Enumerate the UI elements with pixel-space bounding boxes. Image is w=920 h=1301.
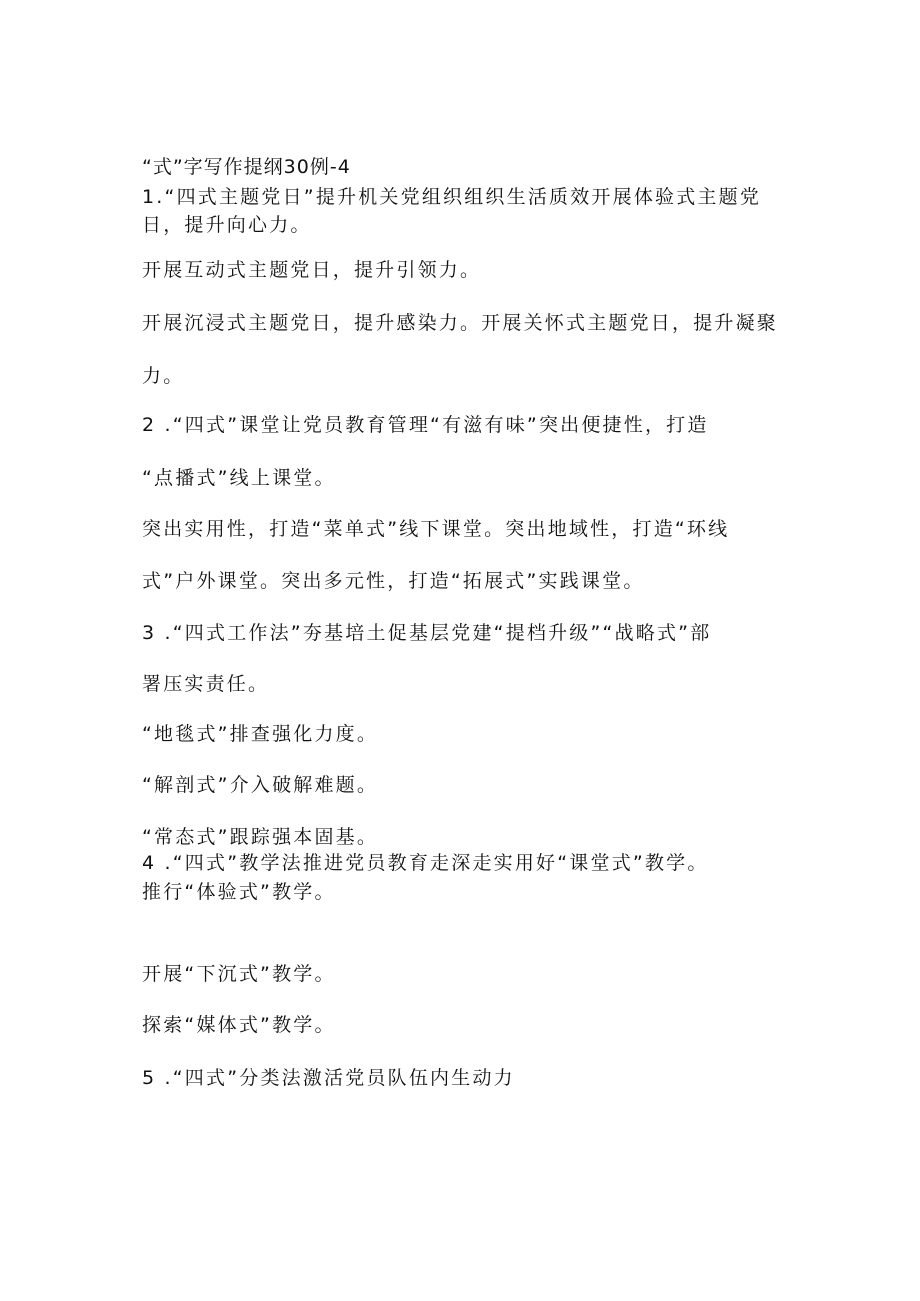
document-title: “式”字写作提纲30例-4 — [142, 156, 351, 178]
paragraph-line: 开展互动式主题党日，提升引领力。 — [142, 259, 482, 281]
paragraph-line: 署压实责任。 — [142, 673, 270, 695]
paragraph-line: “常态式”跟踪强本固基。 — [142, 826, 379, 848]
paragraph-line: “地毯式”排查强化力度。 — [142, 723, 379, 745]
paragraph-line: 3 .“四式工作法”夯基培土促基层党建“提档升级”“战略式”部 — [142, 622, 712, 644]
paragraph-line: 开展“下沉式”教学。 — [142, 963, 336, 985]
paragraph-line: “点播式”线上课堂。 — [142, 467, 336, 489]
paragraph-line: 4 .“四式”教学法推进党员教育走深走实用好“课堂式”教学。 — [142, 852, 709, 874]
paragraph-line: 式”户外课堂。突出多元性，打造“拓展式”实践课堂。 — [142, 570, 645, 592]
paragraph-line: 突出实用性，打造“菜单式”线下课堂。突出地域性，打造“环线 — [142, 518, 730, 540]
paragraph-line: 力。 — [142, 365, 185, 387]
paragraph-line: 推行“体验式”教学。 — [142, 881, 336, 903]
paragraph-line: 探索“媒体式”教学。 — [142, 1014, 336, 1036]
paragraph-line: 开展沉浸式主题党日，提升感染力。开展关怀式主题党日，提升凝聚 — [142, 312, 779, 334]
paragraph-line: 5 .“四式”分类法激活党员队伍内生动力 — [142, 1067, 515, 1089]
paragraph-line: 日，提升向心力。 — [142, 214, 312, 236]
paragraph-line: 2 .“四式”课堂让党员教育管理“有滋有味”突出便捷性，打造 — [142, 414, 709, 436]
paragraph-line: 1.“四式主题党日”提升机关党组织组织生活质效开展体验式主题党 — [142, 186, 762, 208]
paragraph-line: “解剖式”介入破解难题。 — [142, 774, 379, 796]
